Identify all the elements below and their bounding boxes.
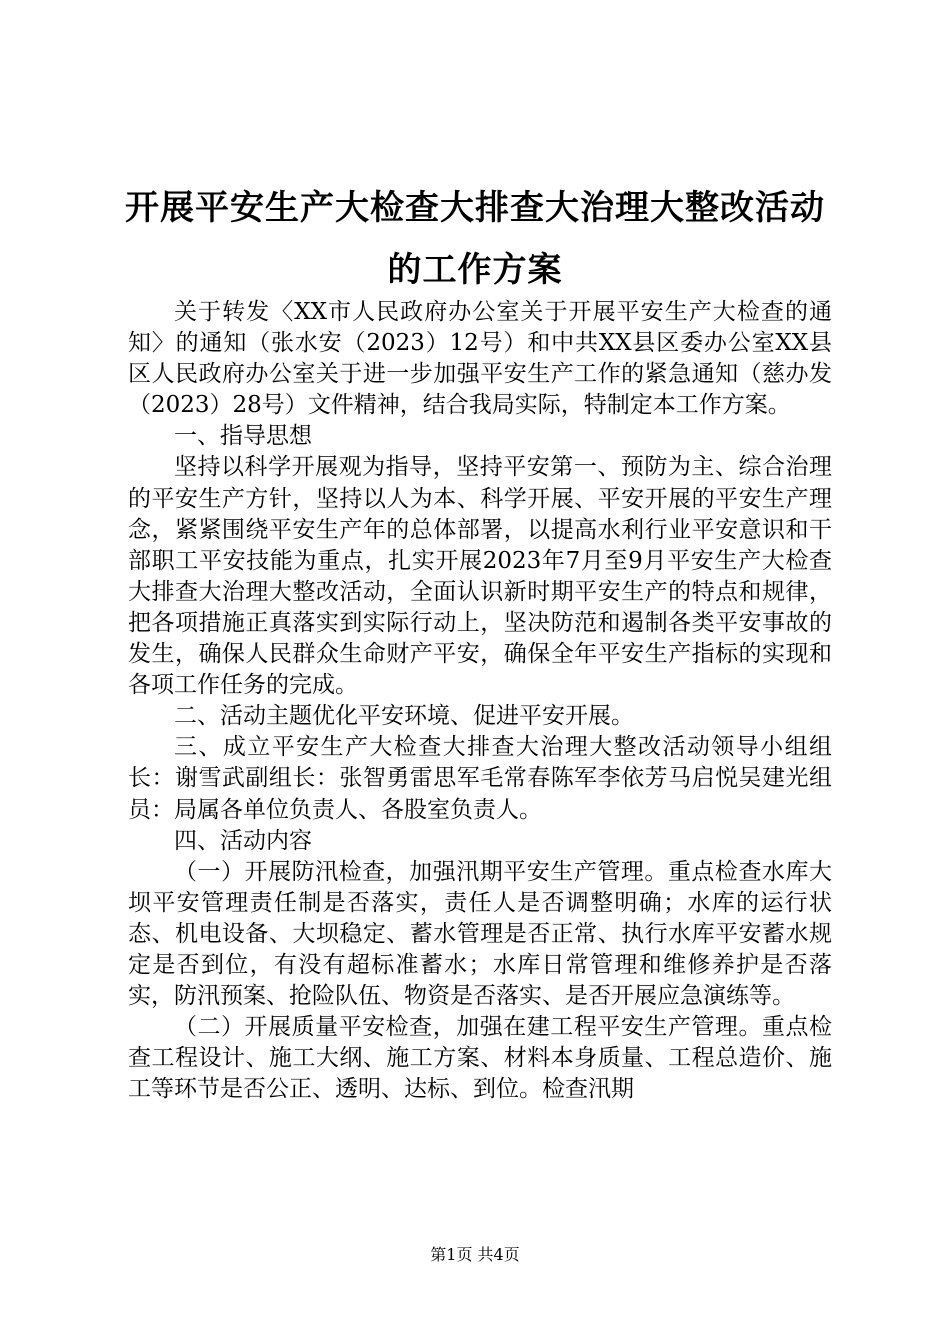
section-heading-activity-content: 四、活动内容 [174, 827, 312, 854]
document-body [128, 297, 832, 1105]
page-footer: 第1页 共4页 [430, 1245, 520, 1264]
intro-paragraph: 关于转发〈XX市人民政府办公室关于开展平安生产大检查的通知〉的通知（张水安（2023）12号）和中共XX县区委办公室XX县区人民政府办公室关于进一步加强平安生产工作的紧急通知（慈办发（2023）28号）文件精神，结合我局实际，特制定本工作方案。 [128, 299, 832, 419]
document-title-line-2: 的工作方案 [387, 250, 563, 290]
guiding-ideology-paragraph: 坚持以科学开展观为指导，坚持平安第一、预防为主、综合治理的平安生产方针，坚持以人为本、科学开展、平安开展的平安生产理念，紧紧围绕平安生产年的总体部署，以提高水利行业平安意识和干部职工平安技能为重点，扎实开展2023年7月至9月平安生产大检查大排查大治理大整改活动，全面认识新时期平安生产的特点和规律，把各项措施正真落实到实际行动上，坚决防范和遏制各类平安事故的发生，确保人民群众生命财产平安，确保全年平安生产指标的实现和各项工作任务的完成。 [128, 454, 832, 699]
section-activity-theme: 二、活动主题优化平安环境、促进平安开展。 [174, 703, 634, 730]
section-heading-guiding-ideology: 一、指导思想 [174, 423, 312, 450]
activity-item-flood-control: （一）开展防汛检查，加强汛期平安生产管理。重点检查水库大坝平安管理责任制是否落实，责任人是否调整明确；水库的运行状态、机电设备、大坝稳定、蓄水管理是否正常、执行水库平安蓄水规定是否到位，有没有超标准蓄水；水库日常管理和维修养护是否落实，防汛预案、抢险队伍、物资是否落实、是否开展应急演练等。 [128, 858, 832, 1010]
section-leadership-group: 三、成立平安生产大检查大排查大治理大整改活动领导小组组长：谢雪武副组长：张智勇雷思军毛常春陈军李依芳马启悦吴建光组员：局属各单位负责人、各股室负责人。 [128, 734, 832, 823]
activity-item-quality-safety: （二）开展质量平安检查，加强在建工程平安生产管理。重点检查工程设计、施工大纲、施工方案、材料本身质量、工程总造价、施工等环节是否公正、透明、达标、到位。检查汛期 [128, 1014, 832, 1103]
document-title-line-1: 开展平安生产大检查大排查大治理大整改活动 [125, 188, 825, 228]
